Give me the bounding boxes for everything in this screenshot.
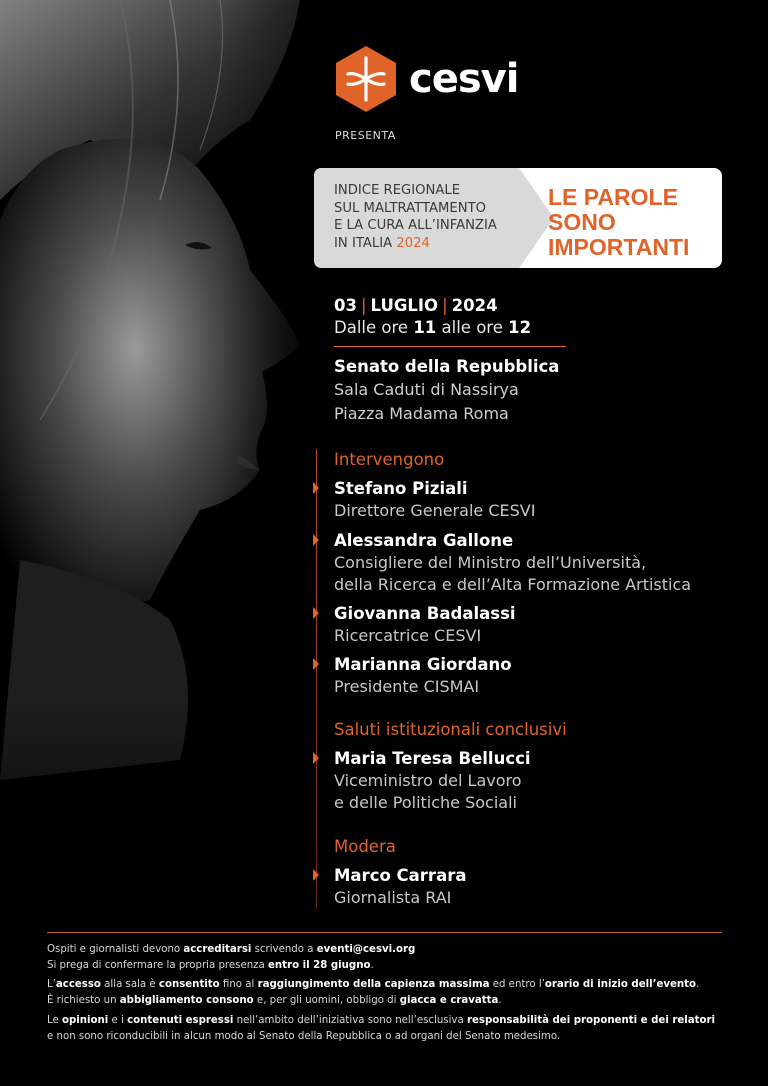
bullet-arrow-icon	[313, 658, 319, 670]
presenta-label: PRESENTA	[335, 129, 396, 142]
speaker-item	[334, 748, 531, 814]
logo-wordmark: cesvi	[409, 56, 519, 102]
speaker-item	[334, 865, 466, 909]
speaker-role: Giornalista RAI	[334, 888, 452, 907]
speaker-item	[334, 530, 691, 596]
venue-title: Senato della Repubblica	[334, 357, 560, 376]
footer-divider	[47, 932, 722, 933]
section-modera: Modera	[334, 837, 396, 856]
speaker-name: Alessandra Gallone	[334, 531, 514, 550]
venue-room: Sala Caduti di Nassirya	[334, 380, 519, 399]
section-intervengono: Intervengono	[334, 450, 445, 469]
event-date: 03 | LUGLIO | 2024	[334, 296, 498, 315]
speaker-item	[334, 603, 516, 647]
speakers-vertical-line	[316, 449, 317, 909]
cesvi-logo	[333, 44, 518, 114]
speaker-item	[334, 654, 512, 698]
bullet-arrow-icon	[313, 482, 319, 494]
speaker-role: Direttore Generale CESVI	[334, 501, 536, 520]
bullet-arrow-icon	[313, 752, 319, 764]
event-title: LE PAROLE SONO IMPORTANTI	[548, 184, 690, 260]
speaker-role: Consigliere del Ministro dell’Università,	[334, 553, 647, 572]
bullet-arrow-icon	[313, 607, 319, 619]
speaker-name: Marianna Giordano	[334, 655, 512, 674]
bullet-arrow-icon	[313, 869, 319, 881]
speaker-name: Stefano Piziali	[334, 479, 468, 498]
speaker-name: Marco Carrara	[334, 866, 467, 885]
report-year: 2024	[396, 235, 430, 251]
venue-address: Piazza Madama Roma	[334, 404, 509, 423]
title-banner	[314, 168, 722, 268]
cesvi-hexagon-icon	[333, 44, 399, 114]
footer-accreditation: Ospiti e giornalisti devono accreditarsi scrivendo a eventi@cesvi.org Si prega di confermare la propria presenza entro il 28 giugno.	[47, 944, 416, 971]
date-divider	[334, 346, 566, 347]
speaker-role: e delle Politiche Sociali	[334, 793, 517, 812]
speaker-role: della Ricerca e dell’Alta Formazione Artistica	[334, 575, 692, 594]
footer-disclaimer: Le opinioni e i contenuti espressi nell’ambito dell’iniziativa sono nell’esclusiva responsabilità dei proponenti e dei relatori e non sono riconducibili in alcun modo al Senato della Repubblica o ad organi del Senato medesimo.	[47, 1015, 716, 1042]
speaker-name: Giovanna Badalassi	[334, 604, 516, 623]
footer-access: L’accesso alla sala è consentito fino al raggiungimento della capienza massima ed entro l’orario di inizio dell’evento. È richiesto un abbigliamento consono e, per gli uomini, obbligo di giacca e cravatta.	[47, 979, 700, 1006]
email-link[interactable]: eventi@cesvi.org	[316, 944, 416, 955]
event-time: Dalle ore 11 alle ore 12	[334, 318, 532, 337]
speaker-role: Viceministro del Lavoro	[334, 771, 522, 790]
speaker-name: Maria Teresa Bellucci	[334, 749, 531, 768]
bullet-arrow-icon	[313, 534, 319, 546]
report-subtitle: INDICE REGIONALE SUL MALTRATTAMENTO E LA CURA ALL’INFANZIA IN ITALIA 2024	[334, 183, 497, 251]
speaker-role: Presidente CISMAI	[334, 677, 480, 696]
speaker-item	[334, 478, 535, 522]
section-saluti: Saluti istituzionali conclusivi	[334, 720, 567, 739]
speaker-role: Ricercatrice CESVI	[334, 626, 482, 645]
